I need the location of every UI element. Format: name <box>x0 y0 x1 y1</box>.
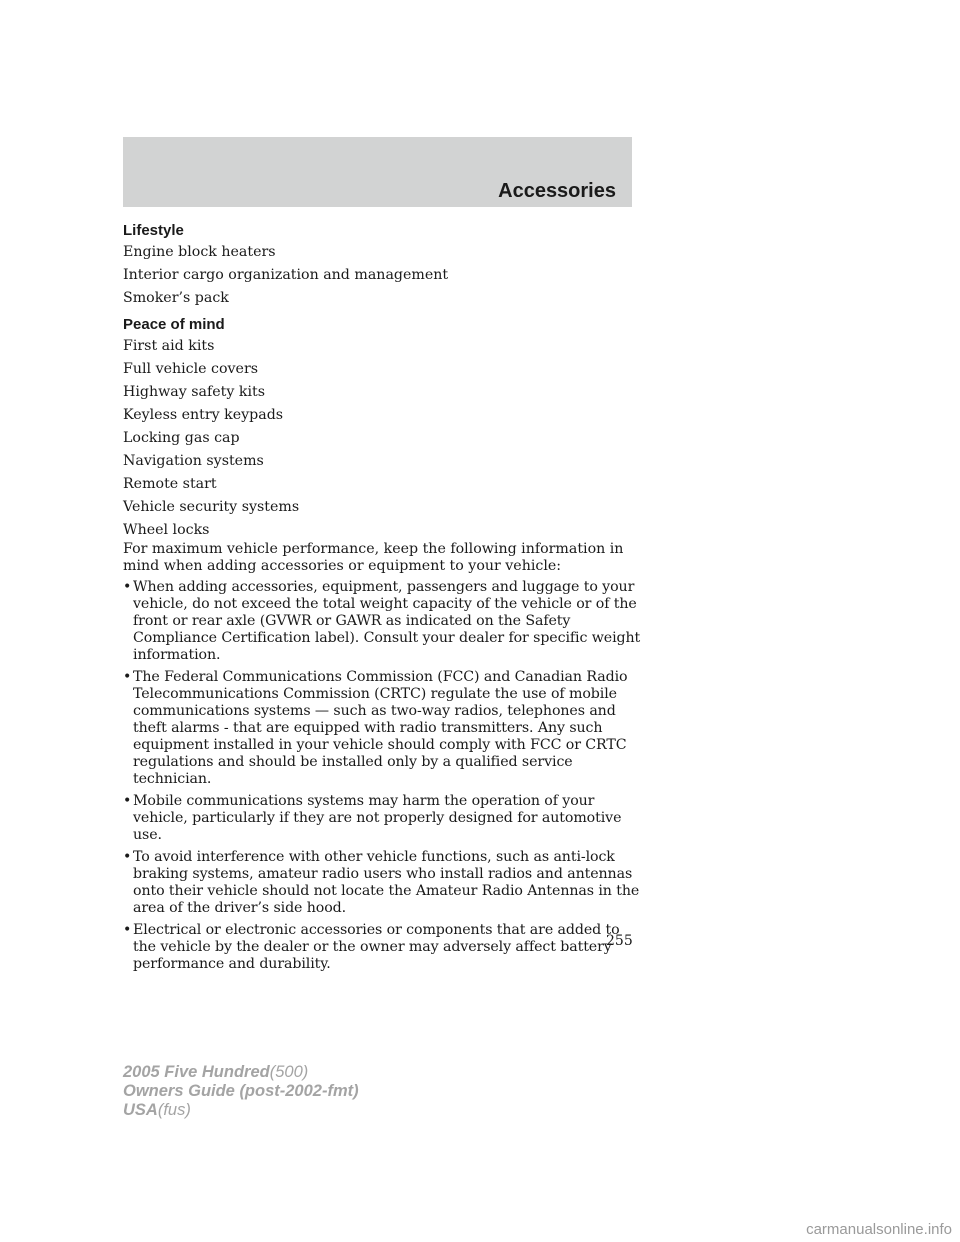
footer-model-name: 2005 Five Hundred <box>123 1063 270 1081</box>
page-content <box>123 220 643 978</box>
bullet-text: To avoid interference with other vehicle functions, such as anti-lock braking systems, amateur radio users who install radios and antennas onto their vehicle should not locate the Amateur Radio Antennas in the area of the driver’s side hood. <box>133 849 640 916</box>
footer-guide-name: Owners Guide (post-2002-fmt) <box>123 1082 359 1100</box>
bullet-text: Electrical or electronic accessories or components that are added to the vehicle by the dealer or the owner may adversely affect battery performance and durability. <box>133 922 620 972</box>
document-footer <box>123 1063 359 1120</box>
peace-of-mind-item: Highway safety kits <box>123 384 265 400</box>
section-header-band <box>123 137 632 207</box>
peace-of-mind-item: Navigation systems <box>123 453 264 469</box>
bullet-glyph: • <box>123 579 132 595</box>
peace-of-mind-item: First aid kits <box>123 338 215 354</box>
lifestyle-item: Engine block heaters <box>123 244 276 260</box>
watermark-link[interactable]: carmanualsonline.info <box>806 1221 952 1238</box>
bullet-text: When adding accessories, equipment, passengers and luggage to your vehicle, do not exceed the total weight capacity of the vehicle or of the front or rear axle (GVWR or GAWR as indicated on the Safety Compliance Certification label). Consult your dealer for specific weight information. <box>133 579 641 663</box>
bullet-item <box>123 849 643 917</box>
peace-of-mind-item: Wheel locks <box>123 522 210 538</box>
bullet-text: Mobile communications systems may harm the operation of your vehicle, particularly if they are not properly designed for automotive use. <box>133 793 622 843</box>
bullet-item <box>123 793 643 844</box>
bullet-glyph: • <box>123 793 132 809</box>
bullet-glyph: • <box>123 922 132 938</box>
footer-region-code: (fus) <box>157 1101 191 1119</box>
footer-line-model <box>123 1063 359 1082</box>
footer-line-region <box>123 1101 359 1120</box>
lifestyle-heading: Lifestyle <box>123 222 184 239</box>
bullet-glyph: • <box>123 669 132 685</box>
bullet-glyph: • <box>123 849 132 865</box>
footer-line-guide <box>123 1082 359 1101</box>
page-number: 255 <box>606 933 633 949</box>
bullet-text: The Federal Communications Commission (FCC) and Canadian Radio Telecommunications Commission (CRTC) regulate the use of mobile communications systems — such as two-way radios, telephones and theft alarms - that are equipped with radio transmitters. Any such equipment installed in your vehicle should comply with FCC or CRTC regulations and should be installed only by a qualified service technician. <box>133 669 628 787</box>
bullet-item <box>123 922 643 973</box>
intro-paragraph: For maximum vehicle performance, keep the following information in mind when adding accessories or equipment to your vehicle: <box>123 541 624 574</box>
peace-of-mind-item: Keyless entry keypads <box>123 407 284 423</box>
peace-of-mind-heading: Peace of mind <box>123 316 225 333</box>
bullet-item <box>123 669 643 788</box>
bullet-item <box>123 579 643 664</box>
peace-of-mind-item: Vehicle security systems <box>123 499 300 515</box>
lifestyle-item: Interior cargo organization and management <box>123 267 449 283</box>
footer-region: USA <box>123 1101 158 1119</box>
section-title: Accessories <box>498 180 616 202</box>
peace-of-mind-item: Locking gas cap <box>123 430 240 446</box>
peace-of-mind-item: Remote start <box>123 476 217 492</box>
lifestyle-item: Smoker’s pack <box>123 290 229 306</box>
footer-model-code: (500) <box>269 1063 309 1081</box>
peace-of-mind-item: Full vehicle covers <box>123 361 259 377</box>
